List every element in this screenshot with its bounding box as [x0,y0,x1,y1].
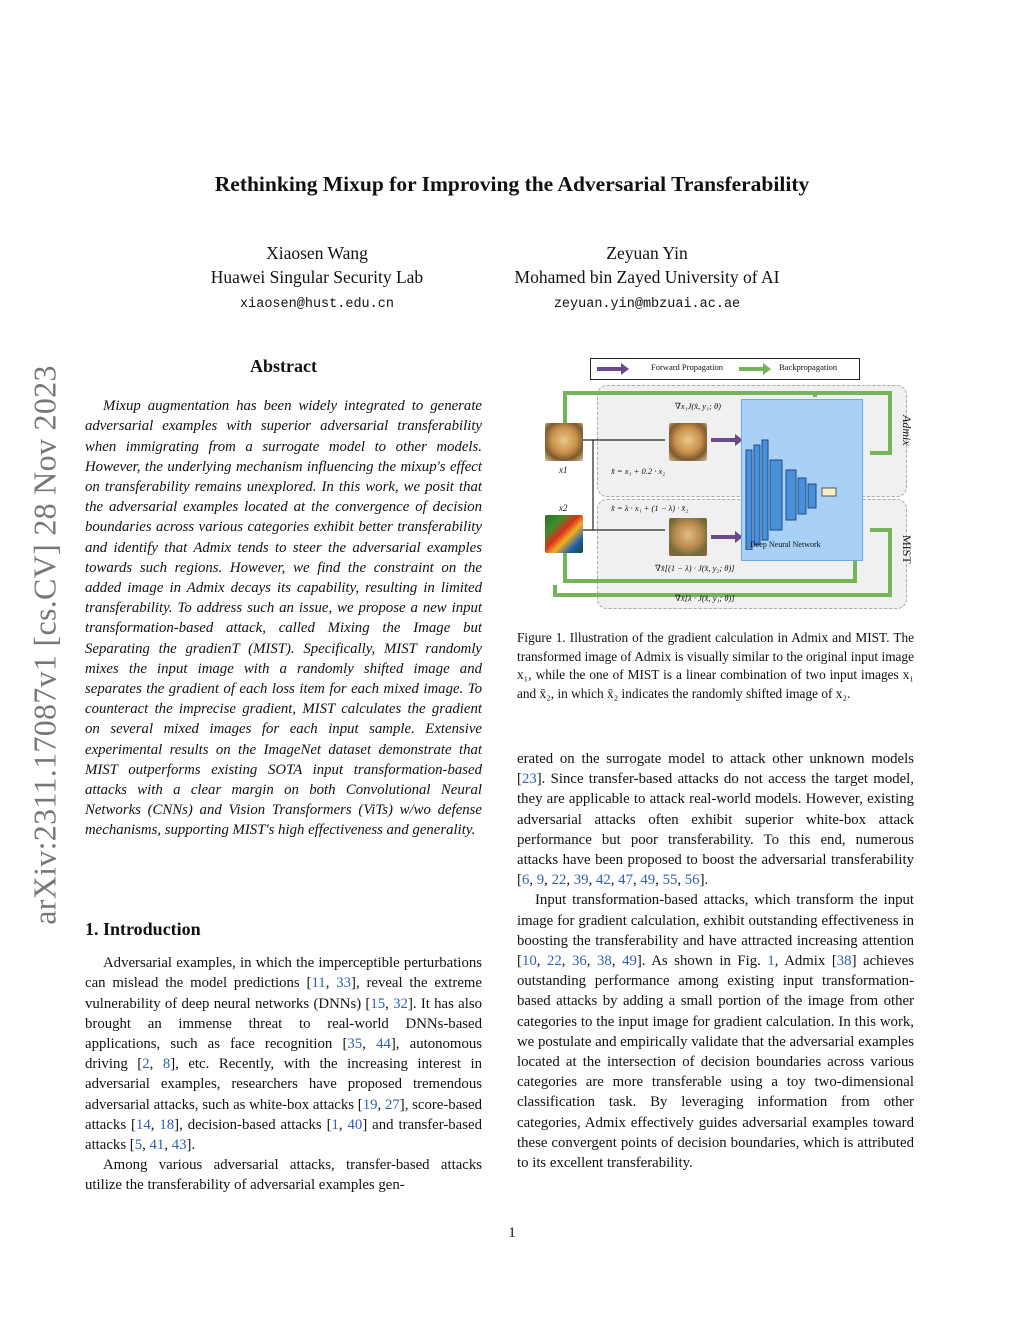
citation-link[interactable]: 22 [546,953,562,970]
citation-link[interactable]: 38 [597,953,612,970]
author-affiliation: Huawei Singular Security Lab [210,267,424,287]
citation-link[interactable]: 33 [336,975,352,992]
citation-link[interactable]: 35 [347,1036,363,1053]
citation-link[interactable]: 36 [572,953,587,970]
citation-link[interactable]: 11 [311,975,326,992]
abstract-heading: Abstract [250,356,317,376]
dnn-layers-icon [742,400,862,550]
citation-link[interactable]: 9 [536,872,545,889]
citation-link[interactable]: 44 [376,1036,391,1053]
citation-link[interactable]: 10 [521,953,537,970]
citation-link[interactable]: 32 [393,995,408,1012]
abstract-section [85,356,482,841]
author-block-1 [152,241,482,317]
arxiv-stamp-text: arXiv:2311.17087v1 [cs.CV] 28 Nov 2023 [26,365,63,925]
figure-caption: Figure 1. Illustration of the gradient calculation in Admix and MIST. The transformed image of Admix is visually similar to the original input image x₁, while the one of MIST is a linear combination of two input images x₁ and x̄₂, in which x̄₂ indicates the randomly shifted image of x₂. [517,630,914,701]
dnn-block [741,399,863,561]
citation-link[interactable]: 41 [149,1137,165,1154]
side-label-mist: MIST [900,535,914,564]
citation-link[interactable]: 8 [162,1056,171,1073]
abstract-text: Mixup augmentation has been widely integrated to generate adversarial examples with superior adversarial transferability when immigrating from a surrogate model to other models. However, the underlying mechanism influencing the mixup's effect on transferability remains unexplored. In this work, we posit that the adversarial examples located at the convergence of decision boundaries across various categories exhibit better transferability and identify that Admix tends to steer the adversarial examples towards such regions. However, we find the constraint on the added image in Admix decays its capability, resulting in limited transferability. To address such an issue, we propose a new input transformation-based attack, called Mixing the Image but Separating the gradienT (MIST). Specifically, MIST randomly mixes the input image with a randomly shifted image and separates the gradient of each loss item for each mixed image. To counteract the imprecise gradient, MIST calculates the gradient on several mixed images for each input sample. Extensive experimental results on the ImageNet dataset demonstrate that MIST outperforms existing SOTA input transformation-based attacks with a clear margin on both Convolutional Neural Networks (CNNs) and Vision Transformers (ViTs) w/wo defense mechanisms, supporting MIST's high effectiveness and generality. [85,398,482,839]
intro-paragraph-1: Adversarial examples, in which the imperceptible perturbations can mislead the model predictions [11, 33], reveal the extreme vulnerability of deep neural networks (DNNs) [15, 32]. It has also brought an immense threat to real-world DNNs-based applications, such as face recognition [35, 44], autonomous driving [2, 8], etc. Recently, with the increasing interest in adversarial examples, researchers have proposed tremendous adversarial attacks, such as white-box attacks [19, 27], score-based attacks [14, 18], decision-based attacks [1, 40] and transfer-based attacks [5, 41, 43]. [85,955,483,1154]
author-block-2 [482,241,812,317]
image-mist-mixed [669,518,707,556]
citation-link[interactable]: 19 [362,1096,378,1113]
intro-paragraph-2: Among various adversarial attacks, transfer-based attacks utilize the transferability of adversarial examples gen- [85,1157,482,1194]
citation-link[interactable]: 49 [622,953,637,970]
citation-link[interactable]: 6 [521,872,530,889]
grad-top-formula: ∇x₁J(x̂, y₁; θ) [675,401,721,411]
paper-title: Rethinking Mixup for Improving the Adversarial Transferability [214,172,810,196]
introduction-continued [517,749,914,1173]
citation-link[interactable]: 2 [142,1056,150,1073]
citation-link[interactable]: 1 [331,1116,339,1133]
eq-admix: x̂ = x₁ + 0.2 · x₂ [611,466,666,476]
intro-paragraph-4: Input transformation-based attacks, which transform the input image for gradient calculation, exhibit outstanding effectiveness in boosting the transferability and have attracted increasing attention [10, 22, 36, 38, 49]. As shown in Fig. 1, Admix [38] achieves outstanding performance among existing input transformation-based attacks by adding a small portion of the image from other categories to the input image for gradient calculation. In this work, we postulate and empirically validate that the adversarial examples located at the intersection of decision boundaries across various categories are more transferable using a toy two-dimensional classification task. By leveraging information from other categories, Admix effectively guides adversarial examples toward these convergent points of decision boundaries, which is attributed to its excellent transferability. [517,892,914,1172]
page-number: 1 [508,1225,516,1241]
citation-link[interactable]: 22 [551,872,567,889]
citation-link[interactable]: 18 [159,1116,175,1133]
arxiv-stamp [26,345,63,945]
label-x1: x1 [559,465,568,475]
label-x2: x2 [559,503,568,513]
citation-link[interactable]: 38 [836,953,852,970]
intro-paragraph-3: erated on the surrogate model to attack other unknown models [23]. Since transfer-based attacks do not access the target model, they are applicable to attack real-world models. However, existing adversarial attacks often exhibit superior white-box attack performance but poor transferability. To this end, numerous attacks have been proposed to boost the adversarial transferability [6, 9, 22, 39, 42, 47, 49, 55, 56]. [517,751,914,889]
grad-mid-formula: ∇x̂[(1 − λ) · J(x̂, y₂; θ)] [655,563,735,573]
citation-link[interactable]: 49 [640,872,656,889]
citation-link[interactable]: 39 [573,872,589,889]
image-admix-mixed [669,423,707,461]
introduction-section [85,919,482,1196]
author-email[interactable]: zeyuan.yin@mbzuai.ac.ae [553,297,741,312]
citation-link[interactable]: 23 [521,771,537,788]
side-label-admix: Admix [900,415,914,446]
legend-forward: Forward Propagation [651,362,724,372]
citation-link[interactable]: 40 [347,1116,363,1133]
citation-link[interactable]: 15 [370,995,386,1012]
citation-link[interactable]: 43 [171,1137,187,1154]
figure-1 [515,355,915,617]
grad-bottom-formula: ∇x̂[λ · J(x̂, y₁; θ)] [675,593,735,603]
author-affiliation: Mohamed bin Zayed University of AI [514,267,780,287]
citation-link[interactable]: 55 [662,872,678,889]
citation-link[interactable]: 27 [384,1096,400,1113]
introduction-heading: 1. Introduction [85,919,201,939]
legend-backprop: Backpropagation [779,362,838,372]
image-x1-dog [545,423,583,461]
image-x2-parrot [545,515,583,553]
author-name: Xiaosen Wang [266,243,368,263]
author-name: Zeyuan Yin [606,243,688,263]
citation-link[interactable]: 56 [684,872,700,889]
author-email[interactable]: xiaosen@hust.edu.cn [240,297,394,312]
citation-link[interactable]: 1 [767,953,775,970]
citation-link[interactable]: 47 [618,872,633,889]
citation-link[interactable]: 5 [134,1137,143,1154]
citation-link[interactable]: 14 [135,1116,151,1133]
dnn-label: Deep Neural Network [750,540,821,549]
citation-link[interactable]: 42 [595,872,611,889]
eq-mist: x̂ = λ · x₁ + (1 − λ) · x̄₂ [611,503,689,513]
